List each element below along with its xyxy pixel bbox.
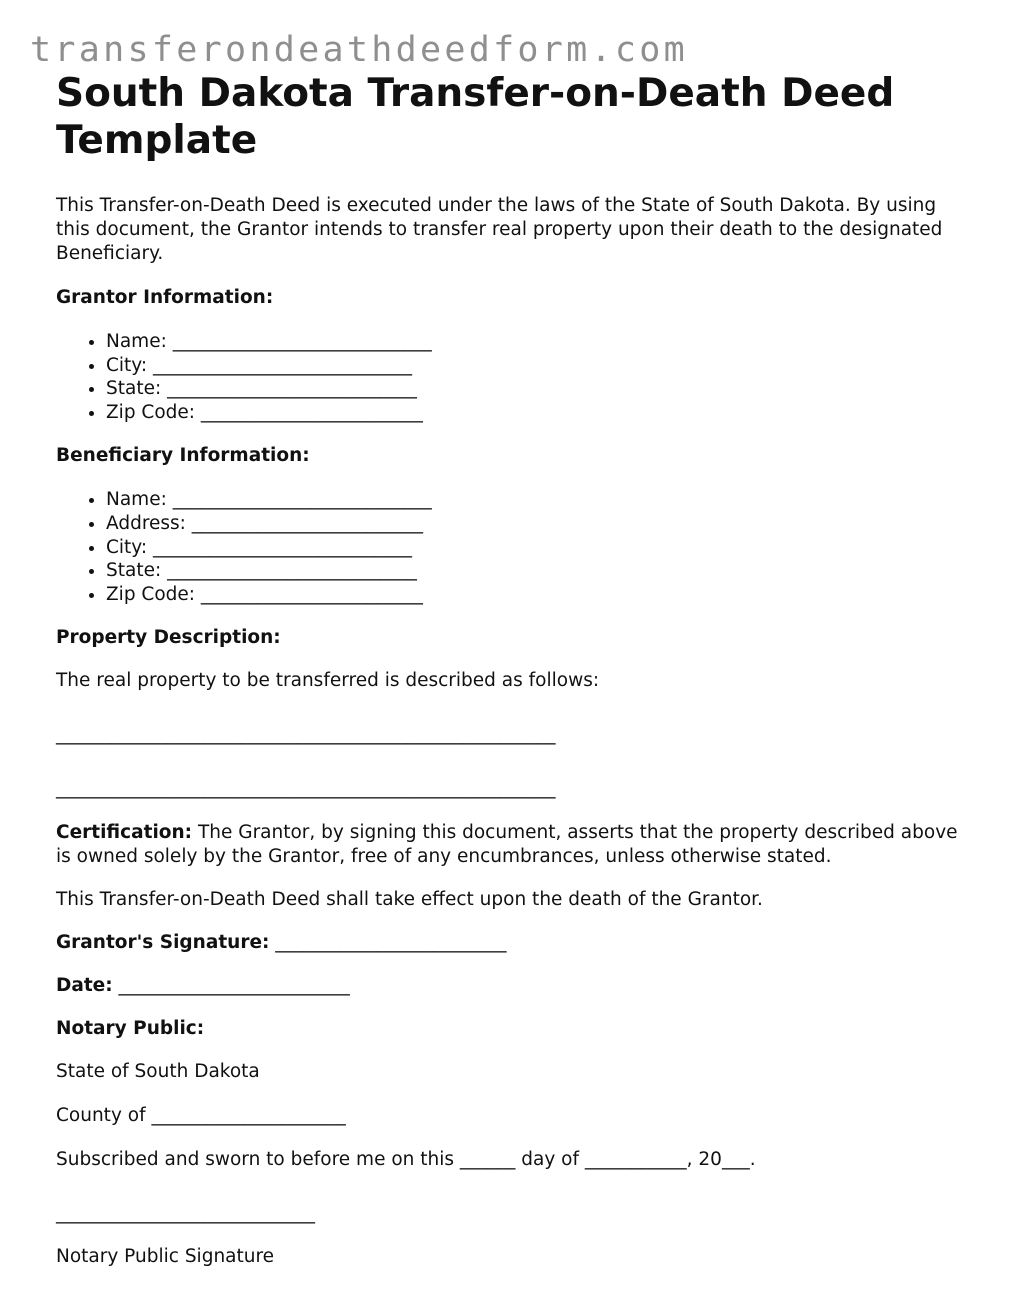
watermark: transferondeathdeedform.com <box>30 30 689 70</box>
notary-heading: Notary Public: <box>56 1018 205 1040</box>
beneficiary-city-field: • City: ____________________________ <box>106 536 966 560</box>
beneficiary-name-field: • Name: ____________________________ <box>106 488 966 512</box>
beneficiary-fields-list <box>56 488 966 606</box>
document-title: South Dakota Transfer-on-Death Deed Template <box>56 71 895 163</box>
grantor-city-field: • City: ____________________________ <box>106 354 966 378</box>
property-line-2: ______________________________________________________ <box>56 778 556 800</box>
notary-sworn-statement: Subscribed and sworn to before me on this ______ day of ___________, 20___. <box>56 1149 756 1171</box>
grantor-state-field: • State: ___________________________ <box>106 377 966 401</box>
notary-signature-label: Notary Public Signature <box>56 1246 275 1268</box>
property-text: The real property to be transferred is described as follows: <box>56 670 600 692</box>
beneficiary-state-field: • State: ___________________________ <box>106 559 966 583</box>
property-line-1: ______________________________________________________ <box>56 724 556 746</box>
certification-label: Certification: <box>56 822 193 844</box>
certification-paragraph <box>56 821 966 869</box>
beneficiary-heading: Beneficiary Information: <box>56 445 310 467</box>
grantor-name-field: • Name: ____________________________ <box>106 330 966 354</box>
intro-paragraph: This Transfer-on-Death Deed is executed under the laws of the State of South Dakota. By using this document, the Grantor intends to transfer real property upon their death to the designated Beneficiary. <box>56 195 943 264</box>
property-heading: Property Description: <box>56 627 281 649</box>
date-row <box>56 974 966 998</box>
date-line: _________________________ <box>112 975 350 997</box>
beneficiary-address-field: • Address: _________________________ <box>106 512 966 536</box>
certification-text: The Grantor, by signing this document, asserts that the property described above is owned solely by the Grantor, free of any encumbrances, unless otherwise stated. <box>56 822 958 868</box>
grantor-signature-line: _________________________ <box>269 932 507 954</box>
effect-statement: This Transfer-on-Death Deed shall take effect upon the death of the Grantor. <box>56 889 763 911</box>
grantor-fields-list <box>56 330 966 424</box>
notary-state: State of South Dakota <box>56 1061 260 1083</box>
notary-signature-line: ____________________________ <box>56 1203 315 1225</box>
date-label: Date: <box>56 975 113 997</box>
grantor-zip-field: • Zip Code: ________________________ <box>106 401 966 425</box>
grantor-heading: Grantor Information: <box>56 287 274 308</box>
grantor-signature-label: Grantor's Signature: <box>56 932 270 954</box>
beneficiary-zip-field: • Zip Code: ________________________ <box>106 583 966 607</box>
notary-county: County of _____________________ <box>56 1105 346 1127</box>
grantor-signature-row <box>56 931 966 955</box>
document-page <box>56 70 966 1269</box>
